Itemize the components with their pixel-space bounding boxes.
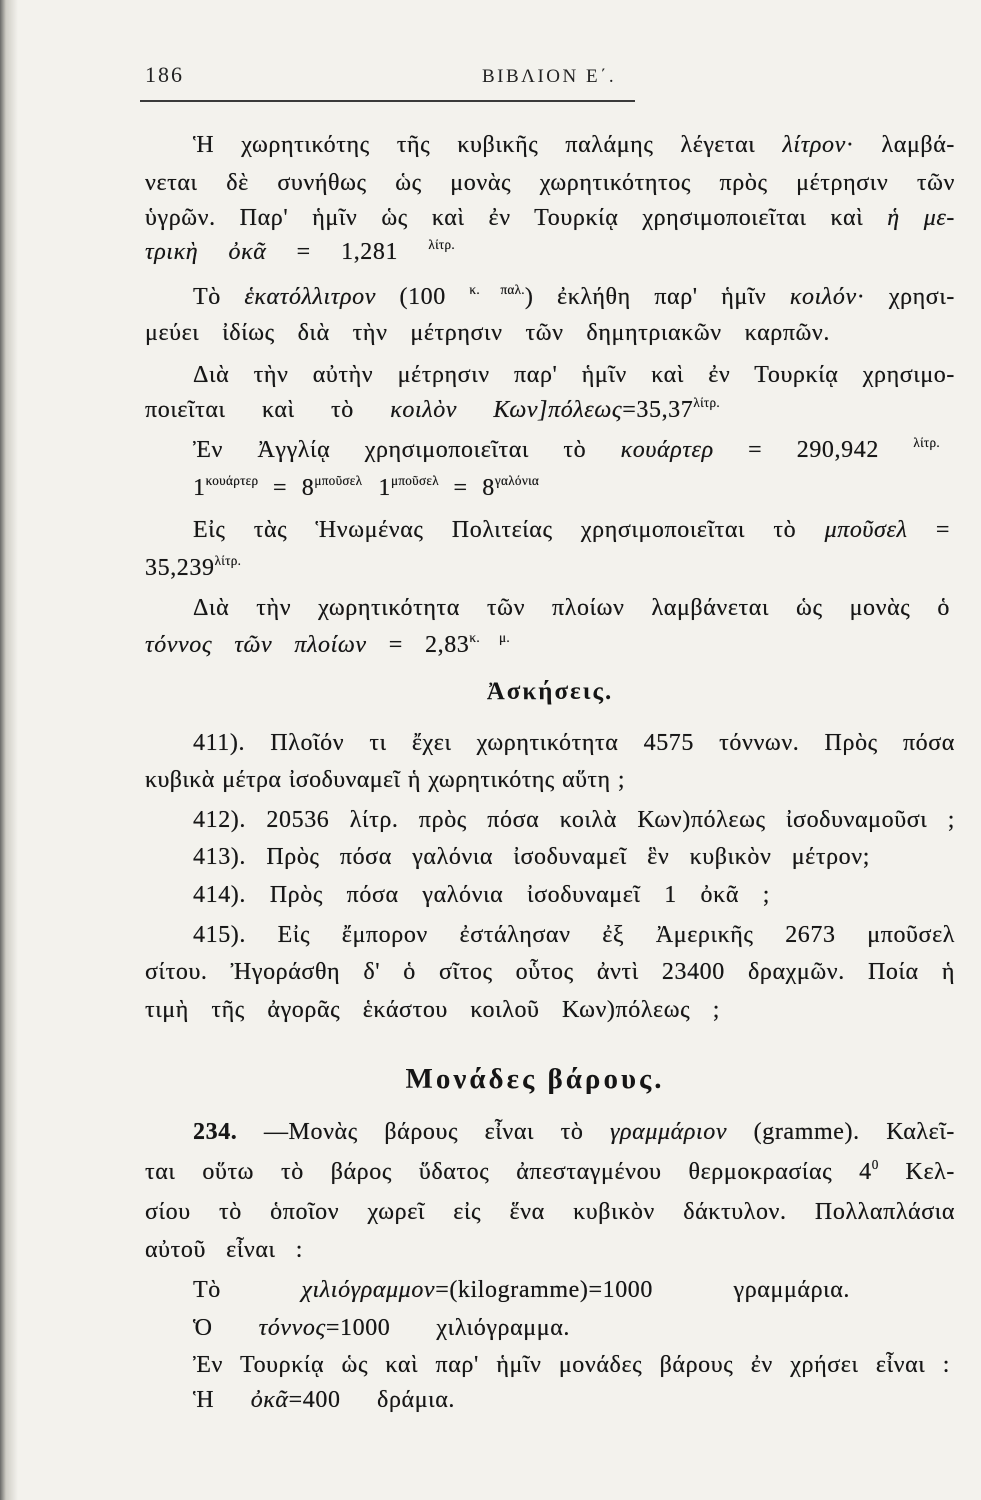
text-run: ) ἐκλήθη παρ' ἡμῖν [524,284,790,310]
conversion-line [193,472,539,504]
text-run: 413). Πρὸς πόσα γαλόνια ἰσοδυναμεῖ ἓν κυβικὸν μέτρον; [193,844,870,870]
text-run: 1 [378,475,391,501]
text-run: Εἰς τὰς Ἡνωμένας Πολιτείας χρησιμοποιεῖται τὸ [193,517,825,543]
unit-superscript: κ. μ. [469,630,510,646]
italic-term: ἑκατόλλιτρον [244,284,376,310]
exercise-line [193,727,955,759]
text-run: = 8 [258,475,315,501]
italic-term: τρικὴ ὀκᾶ [145,239,267,265]
text-run: σίτου. Ἠγοράσθη δ' ὁ σῖτος οὗτος ἀντὶ 23400 δραχμῶν. Ποία ἡ [145,959,955,985]
exercise-line [145,956,955,988]
text-line [193,592,950,624]
text-run: Ὁ [193,1315,259,1341]
text-run: (gramme). Καλεῖ- [727,1119,955,1145]
section-heading-weight-units: Μονάδες βάρους. [405,1063,665,1095]
text-run: =1000 χιλιόγραμμα. [325,1315,570,1341]
text-line [145,552,241,584]
unit-superscript: κ. παλ. [469,282,525,298]
text-line [145,1156,955,1188]
page-number: 186 [145,62,184,87]
text-line [145,394,720,426]
italic-term: μποῦσελ [824,517,908,543]
header-rule [140,100,635,102]
italic-term: ὀκᾶ [250,1387,289,1413]
text-run: Ἡ χωρητικότης τῆς κυβικῆς παλάμης λέγεται [193,132,783,158]
text-run: ὑγρῶν. Παρ' ἡμῖν ὡς καὶ ἐν Τουρκίᾳ χρησιμοποιεῖται καὶ [145,205,888,231]
section-heading-exercises: Ἀσκήσεις. [486,678,614,705]
text-run: =35,37 [622,397,694,423]
unit-superscript: γαλόνια [494,473,540,489]
text-run: σίου τὸ ὁποῖον χωρεῖ εἰς ἕνα κυβικὸν δάκτυλον. Πολλαπλάσια [145,1199,955,1225]
italic-term: τόννος [258,1315,326,1341]
text-line [145,317,830,349]
italic-term: κοιλὸν Κων]πόλεως [390,397,623,423]
text-line [193,359,955,391]
text-run: Τὸ [193,284,245,310]
text-run: 1 [193,475,206,501]
text-line [193,434,940,466]
text-line [193,1349,950,1381]
italic-term: κουάρτερ [620,437,714,463]
text-run: 35,239 [145,555,215,581]
running-title: ΒΙΒΛΙΟΝ Ε΄. [482,66,617,87]
text-run: ται οὕτω τὸ βάρος ὕδατος ἀπεσταγμένου θερμοκρασίας 4 [145,1159,872,1185]
exercise-line [193,879,770,911]
text-run: 411). Πλοῖόν τι ἔχει χωρητικότητα 4575 τόννων. Πρὸς πόσα [193,730,955,756]
text-run: κυβικὰ μέτρα ἰσοδυναμεῖ ἡ χωρητικότης αὕτη ; [145,767,625,793]
text-run: =400 δράμια. [288,1387,455,1413]
text-line [193,1384,455,1416]
text-line [145,1196,955,1228]
text-run: 414). Πρὸς πόσα γαλόνια ἰσοδυναμεῖ 1 ὀκᾶ ; [193,882,770,908]
text-run: 415). Εἰς ἔμπορον ἐστάλησαν ἐξ Ἀμερικῆς 2673 μποῦσελ [193,922,955,948]
italic-term: γραμμάριον [610,1119,728,1145]
text-run: = [907,517,950,543]
text-run: μεύει ἰδίως διὰ τὴν μέτρησιν τῶν δημητριακῶν καρπῶν. [145,320,830,346]
text-run: Κελ- [878,1159,955,1185]
text-run: τιμὴ τῆς ἀγορᾶς ἑκάστου κοιλοῦ Κων)πόλεως ; [145,997,720,1023]
exercise-line [145,764,625,796]
degree-superscript: 0 [871,1157,879,1173]
text-run: · λαμβά- [845,132,955,158]
italic-term: ἡ με- [887,205,956,231]
text-line [193,514,950,546]
text-run: =(kilogramme)=1000 γραμμάρια. [435,1277,850,1303]
text-line [145,1234,303,1266]
exercise-line [145,994,720,1026]
text-line [193,1116,955,1148]
text-run: Διὰ τὴν αὐτὴν μέτρησιν παρ' ἡμῖν καὶ ἐν Τουρκίᾳ χρησιμο- [193,362,955,388]
text-run: · χρησι- [856,284,955,310]
text-line [193,281,955,313]
unit-superscript: λίτρ. [428,237,455,253]
text-run: Ἐν Ἀγγλίᾳ χρησιμοποιεῖται τὸ [193,437,621,463]
text-line [145,629,510,661]
text-run: = 2,83 [366,632,470,658]
text-run: —Μονὰς βάρους εἶναι τὸ [237,1119,610,1145]
unit-superscript: λίτρ. [913,435,940,451]
text-run: Ἡ [193,1387,251,1413]
unit-superscript: μποῦσελ [314,473,363,489]
unit-superscript: κουάρτερ [205,473,259,489]
text-run: 412). 20536 λίτρ. πρὸς πόσα κοιλὰ Κων)πόλεως ἰσοδυναμοῦσι ; [193,807,955,833]
text-run: (100 [375,284,470,310]
text-line [193,129,955,161]
text-run: νεται δὲ συνήθως ὡς μονὰς χωρητικότητος πρὸς μέτρησιν τῶν [145,170,955,196]
text-run: = 290,942 [713,437,914,463]
text-run: = 8 [438,475,495,501]
text-run: = 1,281 [266,239,429,265]
exercise-line [193,841,870,873]
exercise-line [193,804,955,836]
italic-term: κοιλόν [789,284,857,310]
unit-superscript: λίτρ. [214,553,242,569]
section-number: 234. [193,1119,238,1145]
text-line [145,202,955,234]
unit-superscript: λίτρ. [693,395,720,411]
italic-term: λίτρον [782,132,846,158]
text-line [145,236,455,268]
text-line [193,1274,850,1306]
italic-term: χιλιόγραμμον [301,1277,436,1303]
text-run: ποιεῖται καὶ τὸ [145,397,391,423]
text-run: Τὸ [193,1277,302,1303]
text-line [193,1312,570,1344]
text-run: Ἐν Τουρκίᾳ ὡς καὶ παρ' ἡμῖν μονάδες βάρους ἐν χρήσει εἶναι : [193,1352,950,1378]
text-run: Διὰ τὴν χωρητικότητα τῶν πλοίων λαμβάνεται ὡς μονὰς ὁ [193,595,950,621]
text-run: αὐτοῦ εἶναι : [145,1237,303,1263]
exercise-line [193,919,955,951]
unit-superscript: μποῦσελ [390,473,439,489]
italic-term: τόννος τῶν πλοίων [145,632,367,658]
text-line [145,167,955,199]
